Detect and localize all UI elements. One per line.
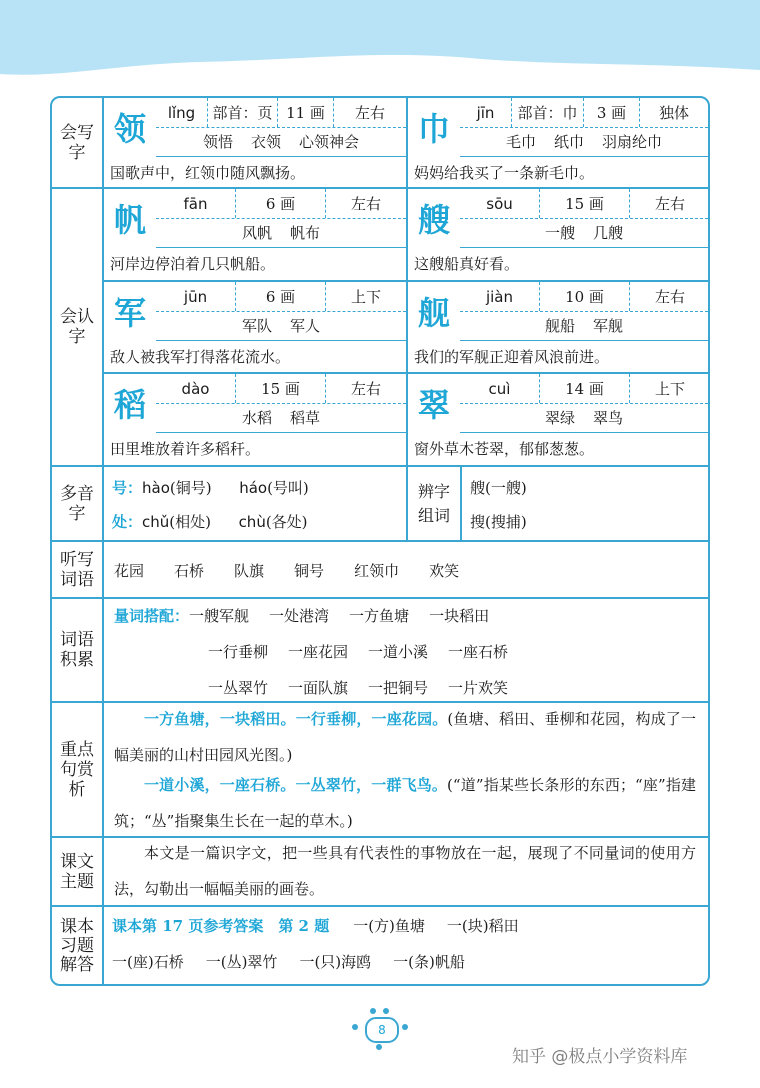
decor-dot (352, 1024, 358, 1030)
bianzi-line: 艘(一艘) (470, 479, 527, 497)
pinyin: jīn (460, 98, 512, 127)
example-sentence: 田里堆放着许多稻秆。 (110, 439, 261, 458)
theme-label: 课文主题 (52, 838, 104, 905)
read-char: 军 (113, 294, 146, 332)
exercise-section (52, 907, 708, 986)
structure: 左右 (350, 195, 381, 213)
char-ling: 领 (113, 110, 146, 148)
decor-dot (402, 1024, 408, 1030)
read-label: 会认字 (52, 189, 104, 465)
stroke-count: 15 画 (540, 189, 630, 218)
read-char: 稻 (113, 386, 146, 424)
example-sentence: 妈妈给我买了一条新毛巾。 (414, 163, 595, 182)
example-sentence: 国歌声中，红领巾随风飘扬。 (110, 163, 306, 182)
stroke-count: 6 画 (236, 282, 326, 311)
write-label: 会写字 (52, 98, 104, 187)
char-card-read (408, 189, 708, 279)
dictation-label: 听写词语 (52, 542, 104, 597)
word-list: 一艘 几艘 (460, 218, 708, 248)
example-sentence: 这艘船真好看。 (414, 254, 520, 273)
page-number: 8 (365, 1017, 399, 1043)
stroke-count: 6 画 (236, 189, 326, 218)
pinyin: lǐng (156, 98, 208, 127)
write-section (52, 98, 708, 189)
theme-section (52, 838, 708, 907)
bianzi-label: 辨字组词 (408, 467, 462, 540)
poly-hao: 号：hào(铜号) háo(号叫) (112, 479, 309, 497)
word-list: 水稻 稻草 (156, 403, 406, 433)
read-char: 帆 (113, 201, 146, 239)
decor-dot (376, 1044, 382, 1050)
read-char: 舰 (417, 294, 450, 332)
exercise-label: 课本习题解答 (52, 907, 104, 986)
structure: 左右 (654, 195, 685, 213)
pinyin: jūn (156, 282, 236, 311)
word-list: 领悟 衣领 心领神会 (156, 127, 406, 157)
char-card-read (104, 189, 406, 279)
structure: 左右 (654, 288, 685, 306)
stroke-count: 14 画 (540, 374, 630, 403)
measure-word-row: 量词搭配：一艘军舰 一处港湾 一方鱼塘 一块稻田 (114, 607, 490, 625)
sentence-analysis: 一方鱼塘，一块稻田。一行垂柳，一座花园。(鱼塘、稻田、垂柳和花园，构成了一幅美丽的山村田园风光图。) (114, 710, 696, 764)
lesson-sheet (50, 96, 710, 986)
structure: 独体 (658, 104, 689, 122)
structure: 左右 (354, 104, 385, 122)
pinyin: cuì (460, 374, 540, 403)
char-card-ling (104, 98, 406, 187)
example-sentence: 敌人被我军打得落花流水。 (110, 347, 291, 366)
word-list: 翠绿 翠鸟 (460, 403, 708, 433)
theme-text: 本文是一篇识字文，把一些具有代表性的事物放在一起，展现了不同量词的使用方法，勾勒出一幅幅美丽的画卷。 (114, 844, 696, 898)
read-char: 艘 (417, 201, 450, 239)
read-section (52, 189, 708, 467)
decor-dot (383, 1008, 389, 1014)
pinyin: dào (156, 374, 236, 403)
pinyin: jiàn (460, 282, 540, 311)
char-card-jin (408, 98, 708, 187)
example-sentence: 窗外草木苍翠，郁郁葱葱。 (414, 439, 595, 458)
example-sentence: 我们的军舰正迎着风浪前进。 (414, 347, 610, 366)
polyphone-section (52, 467, 708, 542)
accumulate-label: 词语积累 (52, 599, 104, 701)
word-list: 军队 军人 (156, 311, 406, 341)
poly-chu: 处：chǔ(相处) chù(各处) (112, 513, 308, 531)
measure-word-row: 一行垂柳 一座花园 一道小溪 一座石桥 (208, 643, 509, 661)
dictation-words: 花园 石桥 队旗 铜号 红领巾 欢笑 (114, 562, 460, 580)
stroke-count: 11 画 (278, 98, 334, 127)
word-list: 毛巾 纸巾 羽扇纶巾 (460, 127, 708, 157)
dictation-section (52, 542, 708, 599)
sentence-analysis: 一道小溪，一座石桥。一丛翠竹，一群飞鸟。(“道”指某些长条形的东西；“座”指建筑；“丛”指聚集生长在一起的草木。) (114, 776, 696, 830)
pinyin: fān (156, 189, 236, 218)
exercise-line: 课本第 17 页参考答案 第 2 题 一(方)鱼塘 一(块)稻田 (112, 917, 519, 935)
char-card-read (408, 282, 708, 372)
word-list: 舰船 军舰 (460, 311, 708, 341)
char-jin: 巾 (417, 110, 450, 148)
accumulate-section (52, 599, 708, 703)
structure: 上下 (350, 288, 381, 306)
sentence-label: 重点句赏析 (52, 703, 104, 836)
poly-label: 多音字 (52, 467, 104, 540)
exercise-line: 一(座)石桥 一(丛)翠竹 一(只)海鸥 一(条)帆船 (112, 953, 465, 971)
example-sentence: 河岸边停泊着几只帆船。 (110, 254, 276, 273)
char-card-read (408, 374, 708, 464)
radical: 部首：巾 (512, 98, 584, 127)
stroke-count: 10 画 (540, 282, 630, 311)
watermark: 知乎 @极点小学资料库 (512, 1047, 688, 1067)
char-card-read (104, 374, 406, 464)
read-char: 翠 (417, 386, 450, 424)
word-list: 风帆 帆布 (156, 218, 406, 248)
measure-word-row: 一丛翠竹 一面队旗 一把铜号 一片欢笑 (208, 679, 509, 697)
stroke-count: 3 画 (584, 98, 640, 127)
header-wave-band (0, 0, 760, 100)
pinyin: sōu (460, 189, 540, 218)
stroke-count: 15 画 (236, 374, 326, 403)
char-card-read (104, 282, 406, 372)
bianzi-line: 搜(搜捕) (470, 513, 527, 531)
structure: 左右 (350, 380, 381, 398)
sentence-section (52, 703, 708, 838)
structure: 上下 (654, 380, 685, 398)
radical: 部首：页 (208, 98, 278, 127)
decor-dot (370, 1008, 376, 1014)
